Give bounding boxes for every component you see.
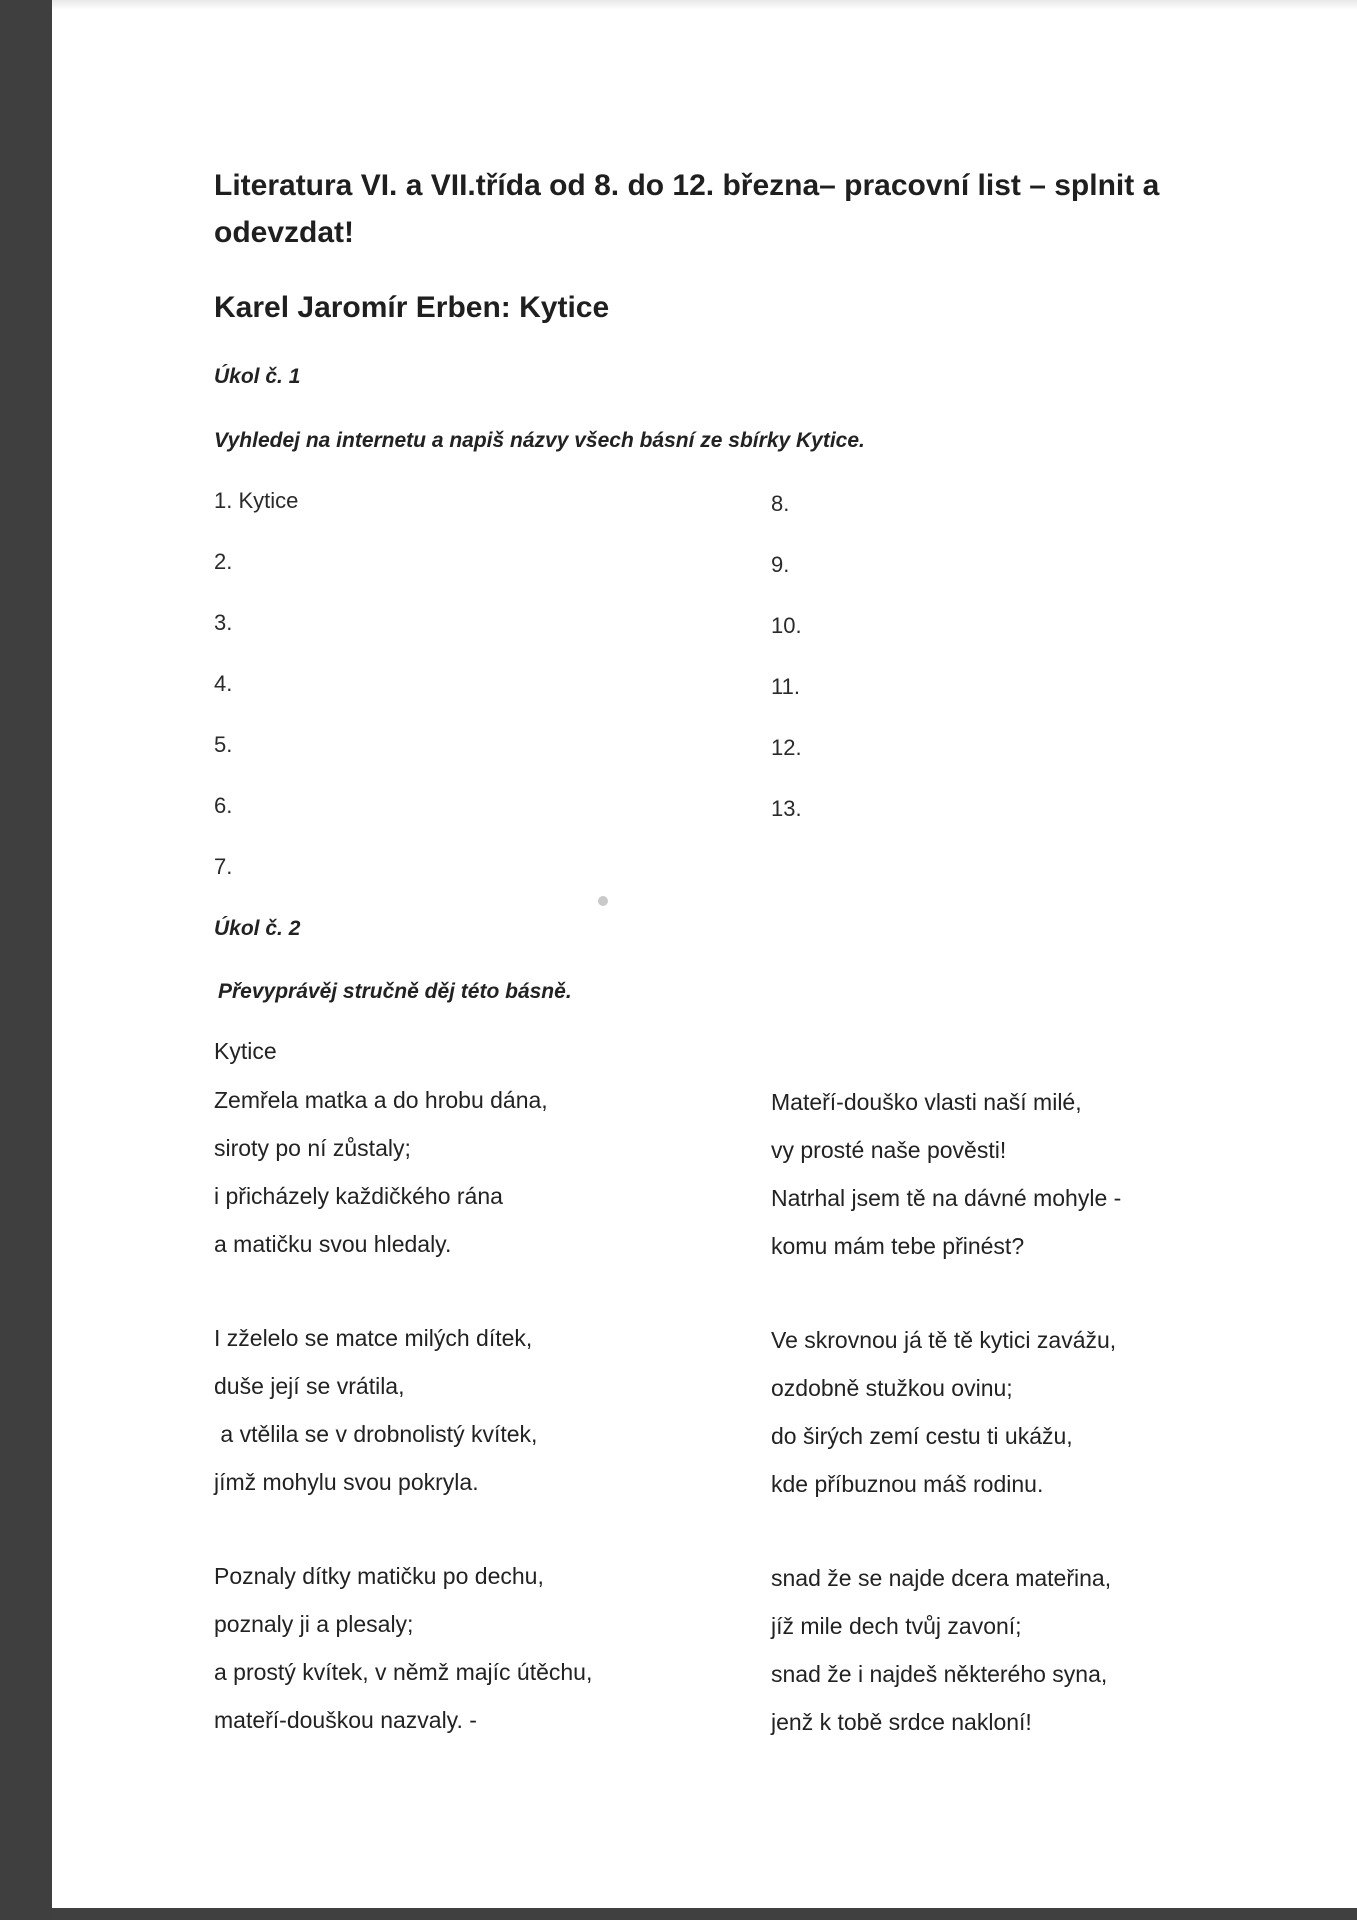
poem-list-left	[214, 486, 298, 913]
list-item: 3.	[214, 610, 233, 635]
poem-line: poznaly ji a plesaly;	[214, 1611, 414, 1637]
worksheet-subtitle: Karel Jaromír Erben: Kytice	[214, 291, 610, 324]
list-item: 6.	[214, 793, 233, 818]
poem-line: snad že i najdeš některého syna,	[771, 1661, 1108, 1687]
poem-line: vy prosté naše pověsti!	[771, 1137, 1007, 1163]
poem-line: Zemřela matka a do hrobu dána,	[214, 1087, 548, 1113]
list-item: 2.	[214, 549, 233, 574]
list-item: 9.	[771, 552, 790, 577]
task1-label: Úkol č. 1	[214, 365, 301, 388]
list-item: 10.	[771, 613, 802, 638]
list-item: 12.	[771, 735, 802, 760]
list-item: 8.	[771, 491, 790, 516]
poem-line: Poznaly dítky matičku po dechu,	[214, 1563, 544, 1589]
poem-line: siroty po ní zůstaly;	[214, 1135, 411, 1161]
list-item: 11.	[771, 674, 800, 699]
scan-edge-bottom	[52, 1908, 1357, 1920]
stanza	[771, 1086, 1291, 1278]
list-item: 5.	[214, 732, 233, 757]
poem-line: ozdobně stužkou ovinu;	[771, 1375, 1013, 1401]
poem-line: mateří-douškou nazvaly. -	[214, 1707, 477, 1733]
scan-edge-top	[52, 0, 1357, 10]
poem-column-right	[771, 1086, 1291, 1800]
poem-title: Kytice	[214, 1038, 277, 1064]
poem-column-left	[214, 1084, 734, 1798]
stanza	[214, 1084, 734, 1276]
poem-line: jíž mile dech tvůj zavoní;	[771, 1613, 1022, 1639]
task1-instruction: Vyhledej na internetu a napiš názvy všech básní ze sbírky Kytice.	[214, 429, 865, 452]
poem-line: a prostý kvítek, v němž majíc útěchu,	[214, 1659, 593, 1685]
poem-list-right	[771, 489, 802, 855]
poem-line: do širých zemí cestu ti ukážu,	[771, 1423, 1073, 1449]
poem-line: komu mám tebe přinést?	[771, 1233, 1025, 1259]
stanza	[771, 1562, 1291, 1754]
list-item: 13.	[771, 796, 802, 821]
poem-line: i přicházely každičkého rána	[214, 1183, 503, 1209]
scan-speck	[598, 896, 608, 906]
list-item: 7.	[214, 854, 233, 879]
stanza	[214, 1560, 734, 1752]
list-item: 1. Kytice	[214, 488, 299, 513]
poem-line: duše její se vrátila,	[214, 1373, 405, 1399]
poem-line: snad že se najde dcera mateřina,	[771, 1565, 1112, 1591]
stanza	[771, 1324, 1291, 1516]
poem-line: Ve skrovnou já tě tě kytici zavážu,	[771, 1327, 1117, 1353]
worksheet-title: Literatura VI. a VII.třída od 8. do 12. března– pracovní list – splnit a odevzdat!	[214, 169, 1160, 249]
poem-line: a vtělila se v drobnolistý kvítek,	[214, 1421, 538, 1447]
task2-label: Úkol č. 2	[214, 917, 301, 940]
scan-edge-left	[0, 0, 52, 1920]
poem-line: kde příbuznou máš rodinu.	[771, 1471, 1044, 1497]
poem-line: Natrhal jsem tě na dávné mohyle -	[771, 1185, 1122, 1211]
list-item: 4.	[214, 671, 233, 696]
poem-line: Mateří-douško vlasti naší milé,	[771, 1089, 1082, 1115]
poem-line: I zželelo se matce milých dítek,	[214, 1325, 533, 1351]
poem-line: jímž mohylu svou pokryla.	[214, 1469, 479, 1495]
poem-line: a matičku svou hledaly.	[214, 1231, 452, 1257]
task2-instruction: Převyprávěj stručně děj této básně.	[218, 980, 572, 1003]
stanza	[214, 1322, 734, 1514]
poem-line: jenž k tobě srdce nakloní!	[771, 1709, 1032, 1735]
